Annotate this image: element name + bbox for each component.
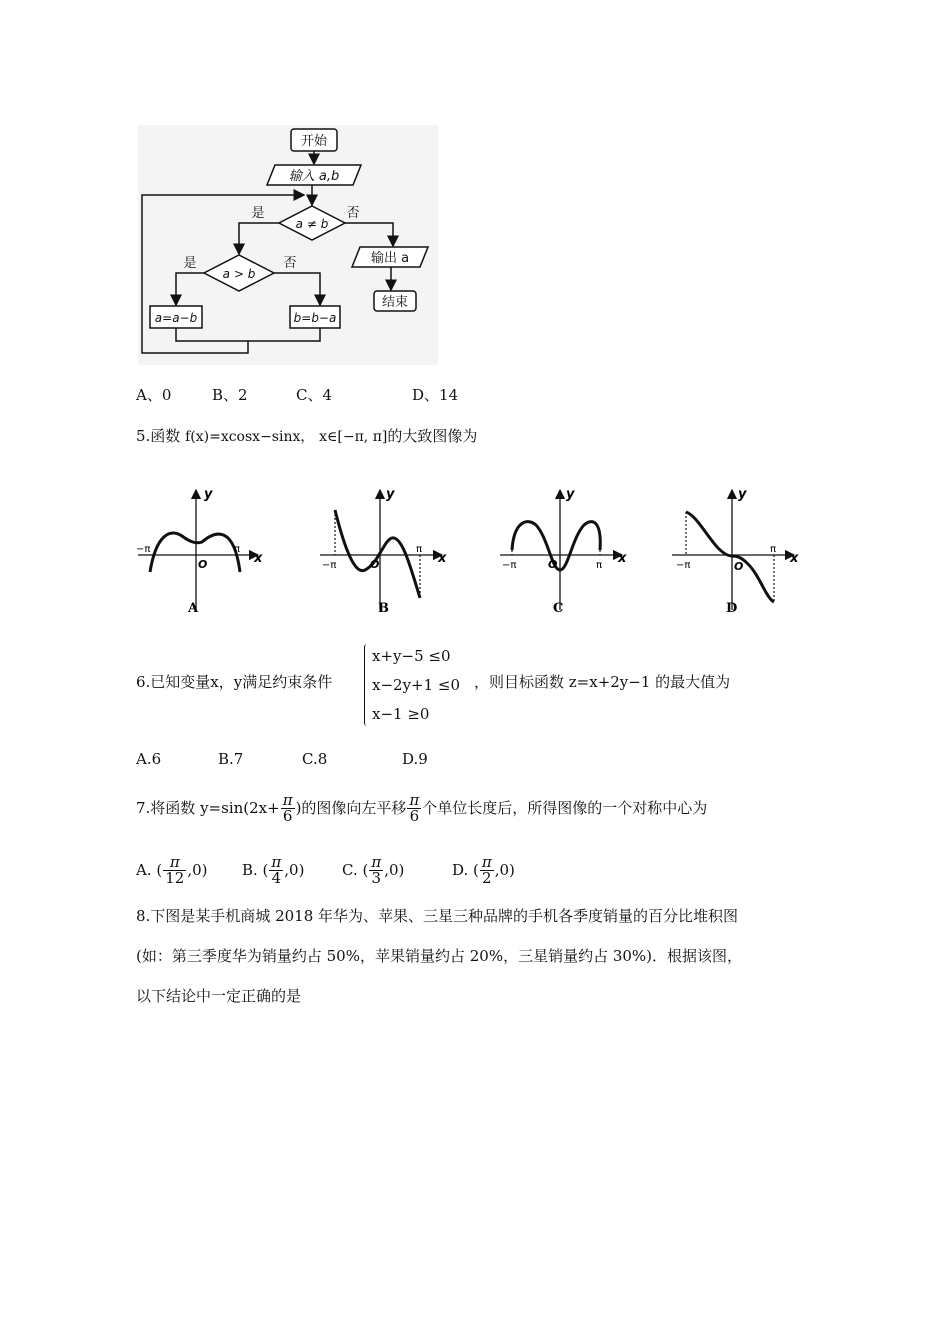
q7-option-a-label: A. ( [136, 861, 163, 879]
q5-graphs [130, 480, 820, 620]
q7-option-d-den: 2 [482, 868, 492, 887]
graph-c[interactable] [500, 487, 627, 616]
q5-function: f(x)=xcosx−sinx， [185, 429, 315, 445]
q4-option-c[interactable]: C、4 [296, 386, 333, 404]
q7-option-a[interactable] [136, 852, 242, 887]
graph-c-y: y [566, 487, 575, 502]
q7-option-c-num: π [371, 852, 382, 871]
q7-suffix: 个单位长度后，所得图像的一个对称中心为 [422, 799, 708, 817]
graph-a-pi: π [234, 544, 241, 555]
q5-suffix: 的大致图像为 [387, 427, 478, 445]
q6-option-d[interactable]: D.9 [402, 750, 428, 768]
graph-b-label: B [378, 601, 389, 616]
graph-a-label: A [188, 601, 199, 616]
flow-end-label: 结束 [381, 295, 409, 310]
graph-c-label: C [553, 601, 564, 616]
q6-options [136, 749, 428, 769]
flow-output-label: 输出 a [370, 251, 410, 266]
flow-yes-1: 是 [251, 206, 265, 221]
graph-a-curve [150, 533, 240, 572]
q7-middle: )的图像向左平移 [295, 799, 407, 817]
graph-a[interactable] [136, 487, 263, 616]
q7-option-c-frac [369, 852, 383, 887]
flow-no-2: 否 [283, 256, 297, 271]
q6-constraint-2: x−2y+1 ≤0 [372, 676, 461, 694]
q7-option-d-tail: ,0) [494, 861, 515, 879]
q7-option-d-frac [480, 852, 494, 887]
graph-c-pi: π [596, 560, 603, 571]
q7-options [136, 848, 515, 892]
graph-a-y: y [204, 487, 213, 502]
q4-option-a[interactable]: A、0 [136, 386, 172, 404]
q7-option-b-den: 4 [271, 868, 282, 887]
q6-constraint-3: x−1 ≥0 [372, 705, 430, 723]
q7-option-b[interactable] [242, 852, 342, 887]
q7-option-c[interactable] [342, 852, 452, 887]
q6-option-a[interactable]: A.6 [136, 750, 162, 768]
q7-option-b-frac [269, 852, 283, 887]
graph-c-origin: O [548, 558, 558, 571]
q7-option-d[interactable] [452, 852, 515, 887]
q8-line-3: 以下结论中一定正确的是 [136, 987, 302, 1005]
q7-option-c-tail: ,0) [384, 861, 405, 879]
q7-frac-2-num: π [409, 790, 420, 809]
flow-assign-a-label: a=a−b [154, 311, 198, 325]
graph-d[interactable] [672, 487, 799, 616]
q7-option-d-num: π [481, 852, 492, 871]
graph-b-origin: O [370, 558, 380, 571]
q4-option-d[interactable]: D、14 [412, 386, 459, 404]
graph-c-x: x [618, 551, 627, 566]
graph-d-x: x [790, 551, 799, 566]
graph-d-negpi: −π [676, 560, 691, 571]
q6-option-b[interactable]: B.7 [218, 750, 244, 768]
graph-a-origin: O [198, 558, 208, 571]
graph-d-pi: π [770, 544, 777, 555]
q7-option-a-tail: ,0) [187, 861, 208, 879]
graph-b-x: x [438, 551, 447, 566]
flow-input-label: 输入 a,b [288, 169, 340, 184]
q7-stem [136, 786, 707, 830]
flow-start-label: 开始 [300, 134, 328, 149]
q7-prefix: 7.将函数 y=sin(2x+ [136, 799, 280, 817]
graph-d-y: y [738, 487, 747, 502]
q7-option-b-tail: ,0) [284, 861, 305, 879]
q7-option-a-num: π [163, 855, 186, 871]
q6-suffix: ，则目标函数 z=x+2y−1 的最大值为 [474, 673, 731, 691]
graph-d-origin: O [734, 560, 744, 573]
graph-b-curve [335, 510, 423, 598]
flow-no-1: 否 [346, 206, 360, 221]
q4-option-b[interactable]: B、2 [212, 386, 248, 404]
graph-d-curve [686, 512, 777, 602]
q5-prefix: 5.函数 [136, 427, 181, 445]
q6-prefix: 6.已知变量x，y满足约束条件 [136, 673, 333, 691]
graph-c-negpi: −π [502, 560, 517, 571]
q8-line-1: 8.下图是某手机商城 2018 年华为、苹果、三星三种品牌的手机各季度销量的百分比堆积图 [136, 907, 739, 925]
q6-constraint-1: x+y−5 ≤0 [372, 647, 451, 665]
graph-a-negpi: −π [136, 544, 151, 555]
q7-option-a-frac [163, 852, 186, 887]
q7-option-c-den: 3 [371, 868, 382, 887]
graph-b-pi: π [416, 544, 423, 555]
flow-yes-2: 是 [183, 256, 197, 271]
q6-option-c[interactable]: C.8 [302, 750, 328, 768]
q7-frac-2-den: 6 [409, 806, 420, 825]
q7-frac-1 [281, 790, 295, 825]
flow-assign-b-label: b=b−a [293, 311, 337, 325]
flow-decision-1-label: a ≠ b [295, 217, 329, 231]
graph-a-x: x [254, 551, 263, 566]
q7-frac-2 [407, 790, 421, 825]
q7-frac-1-num: π [282, 790, 293, 809]
q5-stem [136, 426, 477, 447]
flowchart [138, 125, 438, 365]
q7-option-c-label: C. ( [342, 861, 369, 879]
graph-b-y: y [386, 487, 395, 502]
q5-domain: x∈[−π, π] [319, 429, 388, 445]
graph-b-negpi: −π [322, 560, 337, 571]
flow-decision-2-label: a > b [222, 267, 256, 281]
q7-option-b-num: π [271, 852, 282, 871]
q7-option-d-label: D. ( [452, 861, 479, 879]
graph-b[interactable] [320, 487, 447, 616]
q7-option-b-label: B. ( [242, 861, 269, 879]
q4-options [136, 385, 458, 405]
q7-option-a-den: 12 [165, 868, 185, 887]
q6-brace [364, 644, 367, 726]
graph-d-label: D [726, 601, 738, 616]
q8-line-2: (如：第三季度华为销量约占 50%，苹果销量约占 20%，三星销量约占 30%)．根据该图， [136, 947, 743, 965]
q7-frac-1-den: 6 [282, 806, 293, 825]
